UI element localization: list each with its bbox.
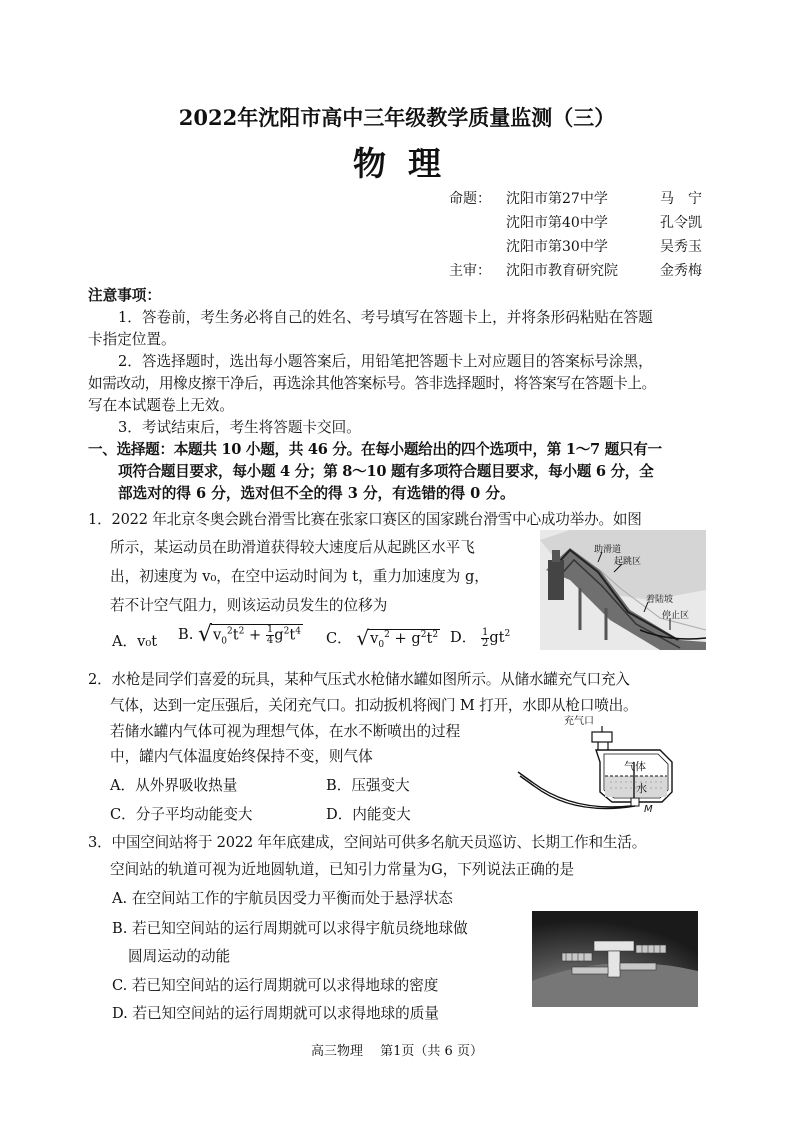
question-1-option-b[interactable]: B. $√v_0^2t^2$ + $\frac{1}{4}$ $g^2t^4$ <box>178 622 301 647</box>
credit-school: 沈阳市教育研究院 <box>506 263 618 279</box>
figure-label-slide: 助滑道 <box>594 545 622 555</box>
question-2-option-a[interactable]: A．从外界吸收热量 <box>110 777 238 794</box>
credit-shen-label: 主审： <box>449 263 491 279</box>
tank-gas-label: 气体 <box>624 760 646 773</box>
notice-line: 卡指定位置。 <box>88 331 176 348</box>
question-1-option-a[interactable]: A．v₀t <box>112 633 158 650</box>
question-2-stem: 若储水罐内气体可视为理想气体，在水不断喷出的过程 <box>110 723 461 740</box>
question-3-option-d[interactable]: D. 若已知空间站的运行周期就可以求得地球的质量 <box>112 1005 439 1022</box>
figure-label-takeoff: 起跳区 <box>614 557 642 567</box>
space-station-photo <box>532 911 698 1007</box>
notice-line: 3．考试结束后，考生将答题卡交回。 <box>118 419 361 436</box>
credit-name: 吴秀玉 <box>660 239 702 255</box>
question-2-stem: 中，罐内气体温度始终保持不变，则气体 <box>110 748 373 765</box>
notice-line: 如需改动，用橡皮擦干净后，再选涂其他答案标号。答非选择题时，将答案写在答题卡上。 <box>88 375 656 392</box>
question-2-stem: 气体，达到一定压强后，关闭充气口。扣动扳机将阀门 M 打开，水即从枪口喷出。 <box>110 697 638 714</box>
question-1-stem: 出，初速度为 v₀，在空中运动时间为 t，重力加速度为 g， <box>110 568 489 585</box>
question-3-option-a[interactable]: A. 在空间站工作的宇航员因受力平衡而处于悬浮状态 <box>112 890 453 907</box>
tank-valve-label: M <box>644 804 653 815</box>
question-3-option-c[interactable]: C. 若已知空间站的运行周期就可以求得地球的密度 <box>112 977 439 994</box>
question-3-stem: 3．中国空间站将于 2022 年年底建成，空间站可供多名航天员巡访、长期工作和生活。 <box>88 834 647 851</box>
question-2-option-d[interactable]: D．内能变大 <box>326 806 411 823</box>
credit-school: 沈阳市第40中学 <box>506 215 608 231</box>
credit-name: 马 宁 <box>660 191 702 207</box>
ski-jump-figure <box>540 530 706 650</box>
question-2-option-b[interactable]: B．压强变大 <box>326 777 410 794</box>
subject-title: 物理 <box>353 144 463 183</box>
question-3-stem: 空间站的轨道可视为近地圆轨道，已知引力常量为G，下列说法正确的是 <box>110 861 575 878</box>
question-1-stem: 所示，某运动员在助滑道获得较大速度后从起跳区水平飞 <box>110 539 475 556</box>
section-heading: 一、选择题：本题共 10 小题，共 46 分。在每小题给出的四个选项中，第 1～7 题只有一 <box>88 441 662 458</box>
question-1-option-c[interactable]: C． $√v_0^2 + g^2t^2$ <box>326 626 439 650</box>
page-footer: 高三物理 第1页（共 6 页） <box>311 1044 483 1059</box>
exam-title: 2022年沈阳市高中三年级教学质量监测（三） <box>178 105 616 130</box>
credit-ming-label: 命题： <box>449 191 491 207</box>
notice-line: 写在本试题卷上无效。 <box>88 397 234 414</box>
section-heading: 项符合题目要求，每小题 4 分；第 8～10 题有多项符合题目要求，每小题 6 分，全 <box>118 463 654 480</box>
water-tank-figure <box>512 712 688 818</box>
section-heading: 部选对的得 6 分，选对但不全的得 3 分，有选错的得 0 分。 <box>118 485 515 502</box>
figure-label-stop: 停止区 <box>662 611 690 621</box>
question-3-option-b[interactable]: B. 若已知空间站的运行周期就可以求得宇航员绕地球做 <box>112 920 468 937</box>
question-2-option-c[interactable]: C．分子平均动能变大 <box>110 806 253 823</box>
question-1-option-d[interactable]: D． $\frac{1}{2}$ $gt^2$ <box>450 626 511 649</box>
credit-school: 沈阳市第30中学 <box>506 239 608 255</box>
notice-line: 1．答卷前，考生务必将自己的姓名、考号填写在答题卡上，并将条形码粘贴在答题 <box>118 309 653 326</box>
credit-name: 孔令凯 <box>660 215 702 231</box>
question-1-stem: 1．2022 年北京冬奥会跳台滑雪比赛在张家口赛区的国家跳台滑雪中心成功举办。如图 <box>88 511 642 528</box>
notice-line: 2．答选择题时，选出每小题答案后，用铅笔把答题卡上对应题目的答案标号涂黑， <box>118 353 653 370</box>
notice-heading: 注意事项： <box>88 287 161 304</box>
credit-school: 沈阳市第27中学 <box>506 191 608 207</box>
credit-name: 金秀梅 <box>660 263 702 279</box>
question-3-option-b-cont: 圆周运动的动能 <box>128 948 231 965</box>
figure-label-landing: 着陆坡 <box>646 595 674 605</box>
question-2-stem: 2．水枪是同学们喜爱的玩具，某种气压式水枪储水罐如图所示。从储水罐充气口充入 <box>88 671 630 688</box>
tank-water-label: 水 <box>636 782 647 795</box>
question-1-stem: 若不计空气阻力，则该运动员发生的位移为 <box>110 597 388 614</box>
tank-inlet-label: 充气口 <box>564 716 594 727</box>
